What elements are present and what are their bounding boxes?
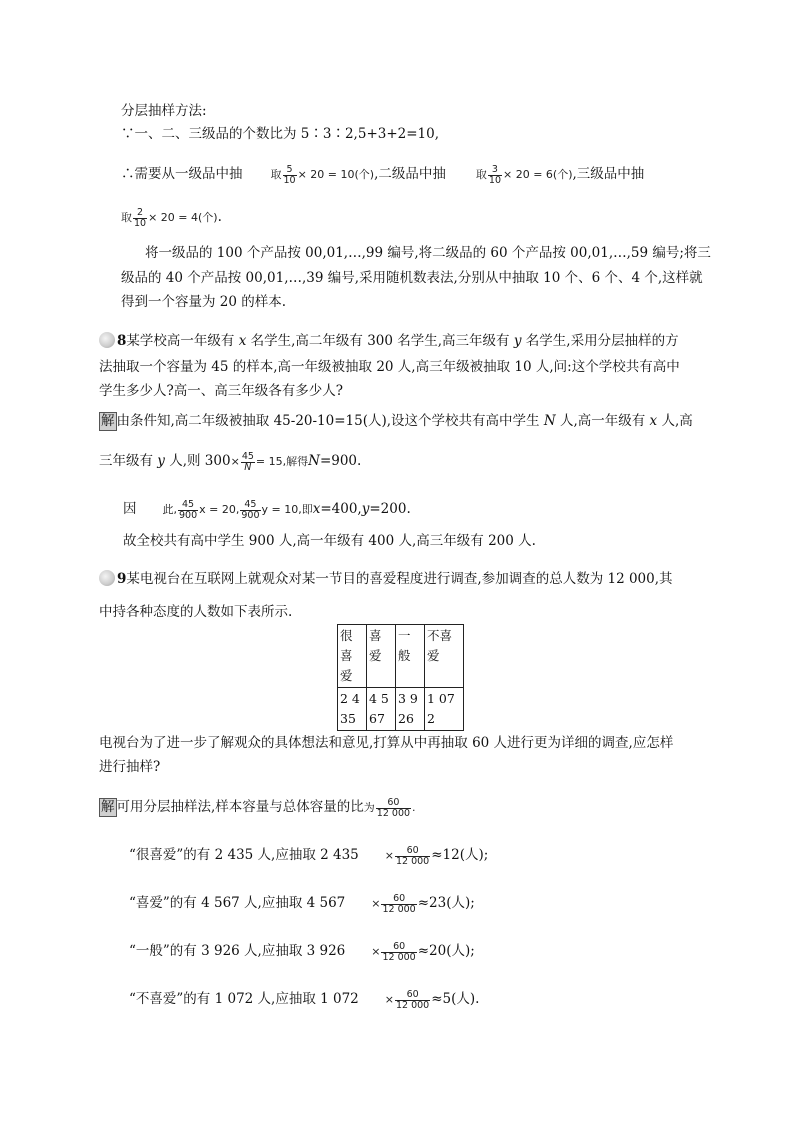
- table-cell: 2 435: [338, 688, 367, 731]
- numbering-line-3: 得到一个容量为 20 的样本.: [121, 294, 287, 310]
- formula-second-grade: 取 $\frac{3}{10}$ × 20 = 6(个): [475, 163, 573, 186]
- ratio-line: ∵一、二、三级品的个数比为 5∶3∶2,5+3+2=10,: [121, 126, 440, 142]
- solution-8-line-2: 三年级有 y 人,则 300× $\frac{45}{N}$ = 15,解得N=900.: [99, 450, 362, 473]
- result-like: “喜爱”的有 4 567 人,应抽取 4 567 × $\frac{60}{12 000}$ ≈23(人);: [129, 892, 475, 915]
- solution-9-line-1: 解 可用分层抽样法,样本容量与总体容量的比为 $\frac{60}{12 000}$ .: [101, 796, 416, 819]
- numbering-line-1: 将一级品的 100 个产品按 00,01,…,99 编号,将二级品的 60 个产品按 00,01,…,59 编号;将三: [145, 245, 711, 261]
- formula-first-grade: 取 $\frac{5}{10}$ × 20 = 10(个): [270, 163, 375, 186]
- solution-mark: 解: [101, 799, 115, 815]
- result-very-like: “很喜爱”的有 2 435 人,应抽取 2 435 × $\frac{60}{12 000}$ ≈12(人);: [129, 844, 489, 867]
- result-dislike: “不喜爱”的有 1 072 人,应抽取 1 072 × $\frac{60}{12 000}$ ≈5(人).: [129, 988, 480, 1011]
- solution-8-line-3: 因 此, $\frac{45}{900}$ x = 20, $\frac{45}{900}$ y = 10,即x=400,y=200.: [123, 498, 411, 521]
- section-title: 分层抽样方法:: [121, 103, 207, 119]
- problem-9-line-1: 9某电视台在互联网上就观众对某一节目的喜爱程度进行调查,参加调查的总人数为 12 000,其: [99, 569, 673, 589]
- problem-9-line-3: 电视台为了进一步了解观众的具体想法和意见,打算从中再抽取 60 人进行更为详细的调查,应怎样: [99, 735, 674, 751]
- table-cell: 1 072: [425, 688, 464, 731]
- formula-third-grade: 取 $\frac{2}{10}$ × 20 = 4(个).: [121, 206, 222, 229]
- problem-8-line-1: 8某学校高一年级有 x 名学生,高二年级有 300 名学生,高三年级有 y 名学生,采用分层抽样的方: [99, 331, 679, 351]
- table-header-cell: 很喜爱: [338, 625, 367, 688]
- table-row: [338, 625, 464, 688]
- attitude-table: [337, 624, 464, 731]
- result-neutral: “一般”的有 3 926 人,应抽取 3 926 × $\frac{60}{12 000}$ ≈20(人);: [129, 940, 475, 963]
- solution-8-line-1: 解 由条件知,高二年级被抽取 45-20-10=15(人),设这个学校共有高中学生 N 人,高一年级有 x 人,高: [101, 413, 693, 429]
- table-header-cell: 一般: [396, 625, 425, 688]
- sampling-count-line: ∴需要从一级品中抽 取 $\frac{5}{10}$ × 20 = 10(个),二级品中抽 取 $\frac{3}{10}$ × 20 = 6(个),三级品中抽: [121, 163, 645, 186]
- problem-9-line-2: 中持各种态度的人数如下表所示.: [99, 604, 293, 620]
- problem-8-line-3: 学生多少人?高一、高三年级各有多少人?: [99, 383, 343, 399]
- problem-8-line-2: 法抽取一个容量为 45 的样本,高一年级被抽取 20 人,高三年级被抽取 10 人,问:这个学校共有高中: [99, 359, 680, 375]
- solution-mark: 解: [101, 413, 115, 429]
- numbering-line-2: 级品的 40 个产品按 00,01,…,39 编号,采用随机数表法,分别从中抽取 10 个、6 个、4 个,这样就: [121, 270, 703, 286]
- table-cell: 4 567: [367, 688, 396, 731]
- table-header-cell: 不喜爱: [425, 625, 464, 688]
- solution-8-line-4: 故全校共有高中学生 900 人,高一年级有 400 人,高三年级有 200 人.: [123, 533, 536, 549]
- table-header-cell: 喜爱: [367, 625, 396, 688]
- problem-bullet-icon: [99, 332, 115, 348]
- table-row: [338, 688, 464, 731]
- problem-9-line-4: 进行抽样?: [99, 759, 161, 775]
- table-cell: 3 926: [396, 688, 425, 731]
- problem-bullet-icon: [99, 570, 115, 586]
